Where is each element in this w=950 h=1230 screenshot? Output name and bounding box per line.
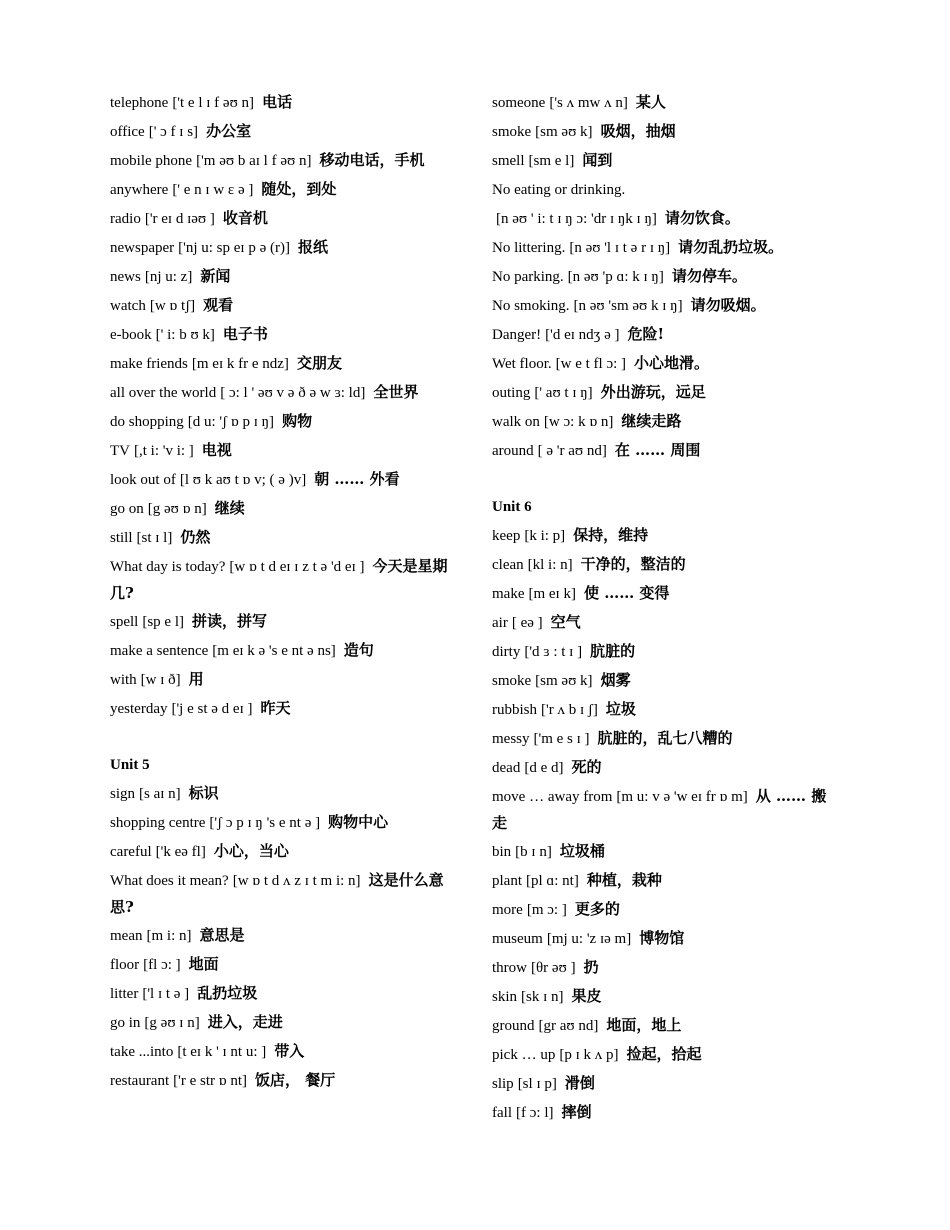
vocab-phonetic: [sp e l] <box>142 614 184 630</box>
vocab-word: careful <box>110 844 152 860</box>
vocab-word: smoke <box>492 673 532 689</box>
vocab-entry <box>492 1099 837 1126</box>
vocab-phonetic: [n əʊ ' i: t ɪ ŋ ɔ: 'dr ɪ ŋk ɪ ŋ] <box>496 211 657 227</box>
vocab-word: mobile phone <box>110 153 193 169</box>
vocab-entry <box>492 147 837 174</box>
vocab-entry <box>492 580 837 607</box>
vocab-word: watch <box>110 298 146 314</box>
vocab-phonetic: [g əʊ ɪ n] <box>144 1015 200 1031</box>
vocab-phonetic: ['m e s ɪ ] <box>533 731 590 747</box>
vocab-phonetic: [n əʊ 'sm əʊ k ɪ ŋ] <box>573 298 683 314</box>
left-column <box>110 89 460 1096</box>
vocab-word: ground <box>492 1018 535 1034</box>
vocab-entry <box>492 176 837 203</box>
vocab-meaning: 肮脏的 <box>590 642 636 660</box>
vocab-entry <box>492 838 837 865</box>
vocab-word: around <box>492 443 534 459</box>
vocab-meaning: 博物馆 <box>639 929 685 947</box>
vocab-word: anywhere <box>110 182 169 198</box>
vocab-meaning: 扔 <box>583 958 599 976</box>
vocab-meaning: 继续走路 <box>621 412 682 430</box>
vocab-phonetic: [mj u: 'z ɪə m] <box>546 931 632 947</box>
vocab-word: plant <box>492 873 522 889</box>
vocab-list-unit6 <box>492 522 837 1126</box>
vocab-phonetic: [' aʊ t ɪ ŋ] <box>534 385 593 401</box>
unit-6-heading: Unit 6 <box>492 499 532 515</box>
vocab-phonetic: [w ɒ t d eɪ ɪ z t ə 'd eɪ ] <box>229 559 365 575</box>
vocab-meaning: 昨天 <box>260 699 291 717</box>
vocab-entry <box>110 1067 460 1094</box>
vocab-entry <box>110 379 460 406</box>
vocab-entry <box>492 696 837 723</box>
vocab-phonetic: [l ʊ k aʊ t ɒ v; ( ə )v] <box>179 472 307 488</box>
vocab-word: mean <box>110 928 143 944</box>
vocab-word: make friends <box>110 356 188 372</box>
vocab-word: No smoking. <box>492 298 570 314</box>
vocab-entry <box>492 954 837 981</box>
vocab-entry <box>492 89 837 116</box>
vocab-word: No littering. <box>492 240 566 256</box>
vocab-entry <box>492 437 837 464</box>
vocab-word: make a sentence <box>110 643 209 659</box>
vocab-word: dirty <box>492 644 521 660</box>
vocab-list-unit5 <box>110 780 460 1094</box>
vocab-entry <box>492 292 837 319</box>
vocab-word: with <box>110 672 137 688</box>
vocab-phonetic: [m eɪ k] <box>528 586 576 602</box>
vocab-word: more <box>492 902 523 918</box>
vocab-entry <box>110 350 460 377</box>
vocab-meaning: 垃圾桶 <box>559 842 605 860</box>
vocab-phonetic: [sm əʊ k] <box>535 673 593 689</box>
vocab-meaning: 在 …… 周围 <box>614 441 701 459</box>
vocab-word: litter <box>110 986 139 1002</box>
vocab-entry <box>492 263 837 290</box>
vocab-phonetic: [n əʊ 'l ɪ t ə r ɪ ŋ] <box>569 240 671 256</box>
vocab-word: newspaper <box>110 240 175 256</box>
vocab-phonetic: ['k eə fl] <box>155 844 206 860</box>
vocab-word: Danger! <box>492 327 542 343</box>
vocab-entry <box>492 1041 837 1068</box>
vocab-entry <box>110 553 460 606</box>
vocab-word: walk on <box>492 414 540 430</box>
vocab-meaning: 电话 <box>262 93 293 111</box>
vocab-meaning: 收音机 <box>222 209 268 227</box>
vocab-meaning: 新闻 <box>200 267 231 285</box>
vocab-meaning: 种植，栽种 <box>586 871 662 889</box>
vocab-meaning: 电视 <box>201 441 232 459</box>
vocab-entry <box>492 234 837 261</box>
vocab-phonetic: [sm əʊ k] <box>535 124 593 140</box>
vocab-word: make <box>492 586 525 602</box>
vocab-phonetic: ['s ʌ mw ʌ n] <box>549 95 628 111</box>
vocab-word: bin <box>492 844 512 860</box>
vocab-entry <box>492 638 837 665</box>
vocab-word: shopping centre <box>110 815 206 831</box>
vocab-phonetic: [g əʊ ɒ n] <box>147 501 207 517</box>
vocab-entry <box>492 783 837 836</box>
vocab-meaning: 随处，到处 <box>261 180 337 198</box>
vocab-entry <box>492 667 837 694</box>
vocab-phonetic: [p ɪ k ʌ p] <box>559 1047 619 1063</box>
unit-5-heading: Unit 5 <box>110 757 150 773</box>
vocab-phonetic: [sl ɪ p] <box>517 1076 557 1092</box>
vocab-meaning: 垃圾 <box>605 700 636 718</box>
vocab-meaning: 拼读，拼写 <box>192 612 268 630</box>
vocab-phonetic: [θr əʊ ] <box>531 960 576 976</box>
vocab-meaning: 危险! <box>627 325 665 343</box>
vocab-phonetic: ['j e st ə d eɪ ] <box>171 701 253 717</box>
vocab-entry <box>492 205 837 232</box>
vocab-phonetic: ['d ɜ : t ɪ ] <box>524 644 583 660</box>
vocab-phonetic: [w ɪ ð] <box>140 672 181 688</box>
vocab-meaning: 烟雾 <box>600 671 631 689</box>
vocab-phonetic: [gr aʊ nd] <box>538 1018 599 1034</box>
vocab-word: take ...into <box>110 1044 174 1060</box>
vocab-word: restaurant <box>110 1073 170 1089</box>
vocab-phonetic: [d u: 'ʃ ɒ p ɪ ŋ] <box>187 414 275 430</box>
vocab-phonetic: [f ɔ: l] <box>516 1105 554 1121</box>
vocab-word: rubbish <box>492 702 537 718</box>
vocab-phonetic: [pl ɑ: nt] <box>526 873 579 889</box>
vocab-word: spell <box>110 614 139 630</box>
vocab-meaning: 更多的 <box>574 900 620 918</box>
vocab-word: e-book <box>110 327 152 343</box>
vocab-phonetic: [k i: p] <box>524 528 566 544</box>
vocab-word: smoke <box>492 124 532 140</box>
vocab-list-unit5-cont <box>492 89 837 464</box>
vocab-entry <box>110 408 460 435</box>
vocab-meaning: 果皮 <box>571 987 602 1005</box>
vocab-meaning: 捡起，拾起 <box>626 1045 702 1063</box>
vocab-entry <box>492 408 837 435</box>
vocab-word: radio <box>110 211 141 227</box>
vocab-phonetic: ['ʃ ɔ p ɪ ŋ 's e nt ə ] <box>209 815 321 831</box>
vocab-word: No eating or drinking. <box>492 182 626 198</box>
vocab-phonetic: [' ɔ f ɪ s] <box>148 124 199 140</box>
vocab-word: look out of <box>110 472 176 488</box>
vocab-word: telephone <box>110 95 169 111</box>
vocab-phonetic: [,t i: 'v i: ] <box>134 443 194 459</box>
vocab-entry <box>110 980 460 1007</box>
vocab-entry <box>492 725 837 752</box>
vocab-meaning: 请勿乱扔垃圾。 <box>678 238 784 256</box>
vocab-word: keep <box>492 528 521 544</box>
vocab-phonetic: [s aɪ n] <box>139 786 181 802</box>
vocab-meaning: 请勿吸烟。 <box>690 296 766 314</box>
vocab-phonetic: [ eə ] <box>511 615 543 631</box>
vocab-word: museum <box>492 931 543 947</box>
vocab-phonetic: [sk ɪ n] <box>521 989 564 1005</box>
vocab-entry <box>110 838 460 865</box>
vocab-phonetic: [w ɔ: k ɒ n] <box>543 414 614 430</box>
vocab-meaning: 请勿饮食。 <box>664 209 740 227</box>
vocab-phonetic: [m ɔ: ] <box>526 902 567 918</box>
vocab-word: go on <box>110 501 144 517</box>
vocab-word: What does it mean? <box>110 873 229 889</box>
vocab-word: someone <box>492 95 546 111</box>
vocab-word: smell <box>492 153 525 169</box>
vocab-meaning: 地面，地上 <box>606 1016 682 1034</box>
vocab-phonetic: [fl ɔ: ] <box>143 957 181 973</box>
vocab-meaning: 电子书 <box>222 325 268 343</box>
vocab-entry <box>492 551 837 578</box>
vocab-entry <box>110 922 460 949</box>
vocab-entry <box>110 637 460 664</box>
vocab-meaning: 死的 <box>571 758 602 776</box>
vocab-phonetic: ['r e str ɒ nt] <box>173 1073 247 1089</box>
vocab-meaning: 吸烟，抽烟 <box>600 122 676 140</box>
vocab-entry <box>492 522 837 549</box>
vocab-entry <box>110 89 460 116</box>
vocab-word: all over the world <box>110 385 217 401</box>
vocab-entry <box>110 608 460 635</box>
vocab-meaning: 肮脏的，乱七八糟的 <box>597 729 733 747</box>
vocab-entry <box>110 321 460 348</box>
vocab-entry <box>110 951 460 978</box>
vocab-phonetic: [m eɪ k ə 's e nt ə ns] <box>212 643 336 659</box>
vocab-entry <box>110 263 460 290</box>
vocab-phonetic: [st ɪ l] <box>136 530 173 546</box>
vocab-phonetic: [m eɪ k fr e ndz] <box>191 356 289 372</box>
vocab-meaning: 使 …… 变得 <box>583 584 670 602</box>
vocab-word: sign <box>110 786 136 802</box>
vocab-meaning: 购物中心 <box>328 813 389 831</box>
section-gap <box>110 724 460 752</box>
vocab-phonetic: [sm e l] <box>528 153 575 169</box>
vocab-meaning: 乱扔垃圾 <box>197 984 258 1002</box>
vocab-meaning: 报纸 <box>297 238 328 256</box>
vocab-word: throw <box>492 960 527 976</box>
vocab-meaning: 标识 <box>188 784 219 802</box>
vocab-meaning: 今天是星期几? <box>110 557 448 602</box>
vocab-entry <box>110 666 460 693</box>
vocab-meaning: 地面 <box>188 955 219 973</box>
vocab-word: fall <box>492 1105 512 1121</box>
vocab-entry <box>110 867 460 920</box>
vocab-meaning: 观看 <box>203 296 234 314</box>
vocab-meaning: 进入，走进 <box>207 1013 283 1031</box>
vocab-entry <box>110 1038 460 1065</box>
vocab-entry <box>110 780 460 807</box>
vocab-meaning: 带入 <box>274 1042 305 1060</box>
vocab-meaning: 摔倒 <box>561 1103 592 1121</box>
vocab-entry <box>110 147 460 174</box>
vocab-entry <box>492 867 837 894</box>
vocab-word: No parking. <box>492 269 564 285</box>
vocab-word: clean <box>492 557 524 573</box>
vocab-meaning: 朝 …… 外看 <box>314 470 400 488</box>
vocab-meaning: 饭店， 餐厅 <box>255 1071 336 1089</box>
vocab-entry <box>110 1009 460 1036</box>
vocab-entry <box>110 466 460 493</box>
vocab-word: Wet floor. <box>492 356 552 372</box>
vocab-word: floor <box>110 957 140 973</box>
vocab-entry <box>110 292 460 319</box>
vocab-word: do shopping <box>110 414 184 430</box>
vocab-meaning: 闻到 <box>582 151 613 169</box>
vocab-meaning: 继续 <box>214 499 245 517</box>
vocab-word: pick … up <box>492 1047 556 1063</box>
vocab-meaning: 小心，当心 <box>213 842 289 860</box>
vocab-phonetic: [' e n ɪ w ɛ ə ] <box>172 182 254 198</box>
vocab-word: outing <box>492 385 531 401</box>
vocab-meaning: 干净的，整洁的 <box>580 555 686 573</box>
vocab-phonetic: [w ɒ tʃ] <box>149 298 196 314</box>
vocab-word: office <box>110 124 145 140</box>
vocab-meaning: 移动电话，手机 <box>319 151 425 169</box>
vocab-entry <box>492 754 837 781</box>
vocab-meaning: 保持，维持 <box>573 526 649 544</box>
vocab-word: news <box>110 269 141 285</box>
vocab-entry <box>492 350 837 377</box>
vocab-meaning: 用 <box>188 670 204 688</box>
vocab-entry <box>110 437 460 464</box>
vocab-meaning: 空气 <box>550 613 581 631</box>
section-gap <box>492 466 837 494</box>
vocab-entry <box>110 118 460 145</box>
vocab-phonetic: ['r ʌ b ɪ ʃ] <box>541 702 598 718</box>
vocab-word: yesterday <box>110 701 168 717</box>
vocab-meaning: 这是什么意思? <box>110 871 444 916</box>
vocab-entry <box>492 379 837 406</box>
vocab-phonetic: ['nj u: sp eɪ p ə (r)] <box>178 240 290 256</box>
vocab-entry <box>492 983 837 1010</box>
vocab-phonetic: ['r eɪ d ɪəʊ ] <box>144 211 215 227</box>
vocab-phonetic: [' i: b ʊ k] <box>155 327 215 343</box>
vocab-meaning: 意思是 <box>199 926 245 944</box>
vocab-meaning: 全世界 <box>373 383 419 401</box>
vocab-phonetic: [ ɔ: l ' əʊ v ə ð ə w ɜ: ld] <box>220 385 366 401</box>
vocab-word: TV <box>110 443 130 459</box>
vocab-meaning: 办公室 <box>206 122 252 140</box>
vocab-entry <box>492 321 837 348</box>
right-column <box>492 89 837 1128</box>
vocab-word: still <box>110 530 133 546</box>
vocab-phonetic: [b ɪ n] <box>515 844 552 860</box>
vocab-meaning: 某人 <box>635 93 666 111</box>
vocab-phonetic: [m i: n] <box>146 928 192 944</box>
vocab-phonetic: [w e t fl ɔ: ] <box>555 356 627 372</box>
vocab-word: dead <box>492 760 521 776</box>
vocab-phonetic: [d e d] <box>524 760 564 776</box>
vocab-entry <box>110 524 460 551</box>
vocab-meaning: 请勿停车。 <box>671 267 747 285</box>
vocab-phonetic: [n əʊ 'p ɑ: k ɪ ŋ] <box>567 269 664 285</box>
vocab-word: skin <box>492 989 518 1005</box>
vocab-entry <box>492 118 837 145</box>
vocab-entry <box>492 896 837 923</box>
vocab-meaning: 从 …… 搬走 <box>492 787 827 832</box>
vocab-word: messy <box>492 731 530 747</box>
vocab-word: move … away from <box>492 789 613 805</box>
vocab-word: slip <box>492 1076 514 1092</box>
vocab-entry <box>110 205 460 232</box>
vocab-meaning: 小心地滑。 <box>634 354 710 372</box>
vocab-entry <box>110 495 460 522</box>
vocab-phonetic: ['t e l ɪ f əʊ n] <box>172 95 255 111</box>
vocab-entry <box>110 234 460 261</box>
vocab-list-unit4 <box>110 89 460 722</box>
vocab-entry <box>492 609 837 636</box>
vocab-meaning: 交朋友 <box>296 354 342 372</box>
vocab-phonetic: [t eɪ k ' ɪ nt u: ] <box>177 1044 267 1060</box>
vocab-entry <box>110 695 460 722</box>
vocab-word: What day is today? <box>110 559 226 575</box>
vocab-entry <box>110 176 460 203</box>
vocab-entry <box>492 1012 837 1039</box>
vocab-meaning: 仍然 <box>180 528 211 546</box>
vocab-meaning: 外出游玩，远足 <box>600 383 706 401</box>
vocab-phonetic: [ ə 'r aʊ nd] <box>537 443 607 459</box>
vocab-entry <box>492 925 837 952</box>
vocab-meaning: 滑倒 <box>564 1074 595 1092</box>
vocab-phonetic: ['d eɪ ndʒ ə ] <box>545 327 620 343</box>
vocab-entry <box>110 809 460 836</box>
vocab-phonetic: [m u: v ə 'w eɪ fr ɒ m] <box>616 789 748 805</box>
vocab-phonetic: [nj u: z] <box>144 269 193 285</box>
vocab-meaning: 造句 <box>343 641 374 659</box>
vocab-phonetic: ['m əʊ b aɪ l f əʊ n] <box>196 153 312 169</box>
vocab-phonetic: [kl i: n] <box>527 557 573 573</box>
vocab-word: air <box>492 615 508 631</box>
vocab-phonetic: ['l ɪ t ə ] <box>142 986 190 1002</box>
vocab-phonetic: [w ɒ t d ʌ z ɪ t m i: n] <box>232 873 361 889</box>
vocab-entry <box>492 1070 837 1097</box>
vocab-meaning: 购物 <box>282 412 313 430</box>
vocab-word: go in <box>110 1015 141 1031</box>
